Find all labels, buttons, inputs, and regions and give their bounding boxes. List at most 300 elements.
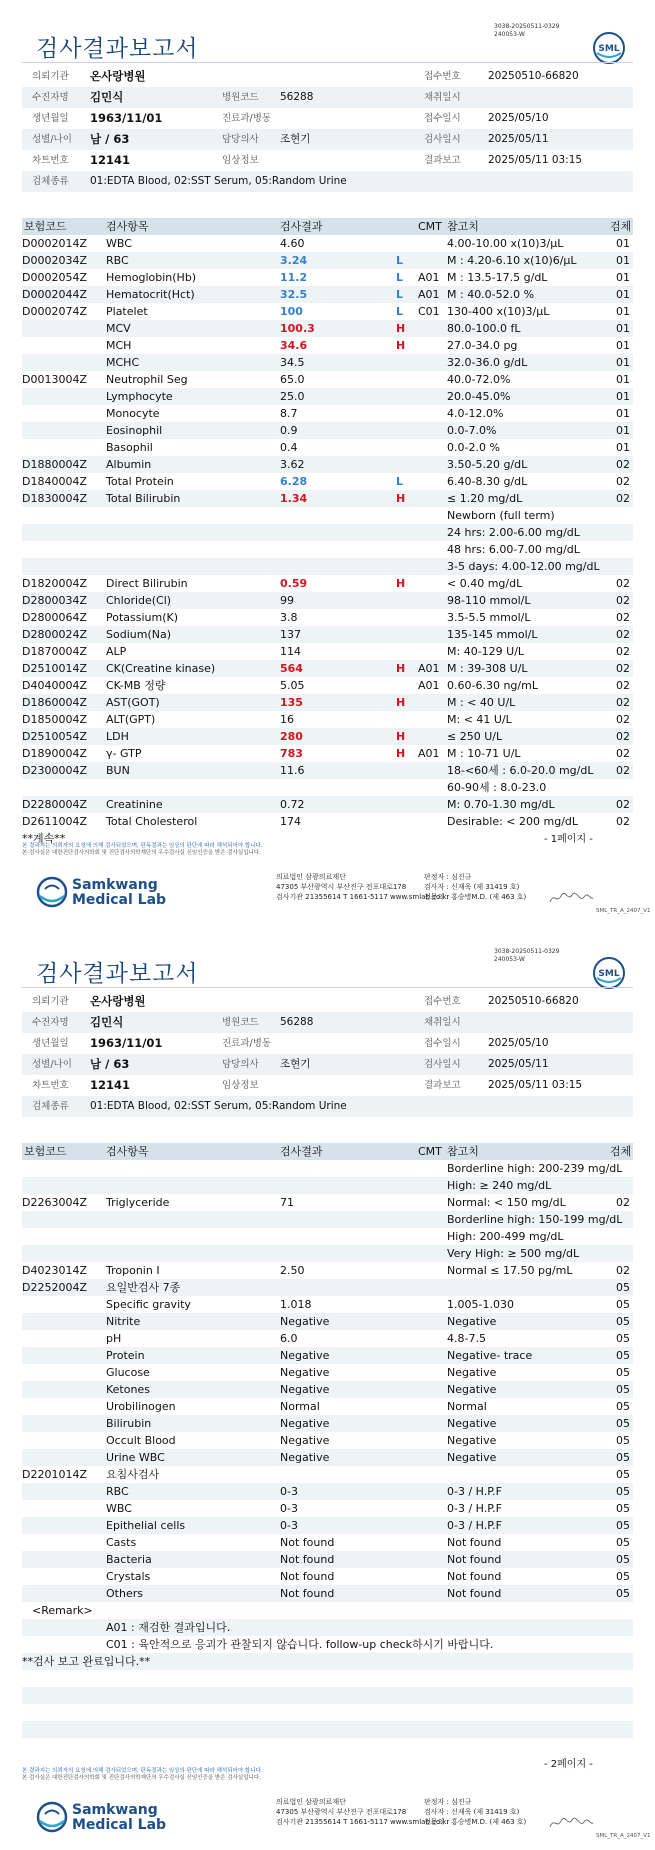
reference-range: Negative — [447, 1383, 497, 1396]
test-item: Glucose — [106, 1366, 150, 1379]
reference-range: Borderline high: 150-199 mg/dL — [447, 1213, 623, 1226]
table-row — [22, 371, 633, 388]
form-number: SML_TR_A_2407_V1 — [596, 1833, 651, 1839]
table-row — [22, 1262, 633, 1279]
reference-range: Negative- trace — [447, 1349, 533, 1362]
test-result: 1.018 — [280, 1298, 312, 1311]
table-row — [22, 1398, 633, 1415]
test-item: γ- GTP — [106, 747, 142, 760]
test-item: MCH — [106, 339, 132, 352]
test-item: ALT(GPT) — [106, 713, 156, 726]
table-row — [22, 1585, 633, 1602]
reference-range: 60-90세 : 8.0-23.0 — [447, 781, 547, 794]
insurance-code: D0002034Z — [22, 254, 87, 267]
reference-range: Borderline high: 200-239 mg/dL — [447, 1162, 623, 1175]
table-row — [22, 1500, 633, 1517]
reference-range: 135-145 mmol/L — [447, 628, 538, 641]
specimen-code: 05 — [616, 1519, 630, 1532]
test-item: Nitrite — [106, 1315, 141, 1328]
insurance-code: D2510054Z — [22, 730, 87, 743]
sex-age: 남 / 63 — [90, 132, 130, 146]
reference-range: Desirable: < 200 mg/dL — [447, 815, 579, 828]
reference-range: Not found — [447, 1553, 502, 1566]
test-result: Negative — [280, 1383, 330, 1396]
insurance-code: D0002074Z — [22, 305, 87, 318]
reference-range: M : 40.0-52.0 % — [447, 288, 535, 301]
reference-range: Not found — [447, 1536, 502, 1549]
test-item: pH — [106, 1332, 122, 1345]
table-row — [22, 320, 633, 337]
reference-range: 20.0-45.0% — [447, 390, 511, 403]
test-item: Sodium(Na) — [106, 628, 171, 641]
specimen-code: 05 — [616, 1281, 630, 1294]
test-result: Not found — [280, 1570, 335, 1583]
table-row — [22, 626, 633, 643]
test-result: 0.72 — [280, 798, 305, 811]
insurance-code: D0002044Z — [22, 288, 87, 301]
remark-c01: C01 : 육안적으로 응괴가 관찰되지 않습니다. follow-up check하시기 바랍니다. — [106, 1638, 494, 1651]
reference-range: 4.0-12.0% — [447, 407, 504, 420]
sex-age: 남 / 63 — [90, 1057, 130, 1071]
reference-range: 32.0-36.0 g/dL — [447, 356, 528, 369]
specimen-types: 01:EDTA Blood, 02:SST Serum, 05:Random Urine — [90, 1100, 347, 1112]
specimen-code: 05 — [616, 1434, 630, 1447]
table-row — [22, 422, 633, 439]
insurance-code: D1860004Z — [22, 696, 87, 709]
test-item: Epithelial cells — [106, 1519, 186, 1532]
specimen-code: 02 — [616, 696, 630, 709]
reference-range: 80.0-100.0 fL — [447, 322, 521, 335]
table-row — [22, 711, 633, 728]
table-row — [22, 1517, 633, 1534]
specimen-code: 02 — [616, 1264, 630, 1277]
test-result: 4.60 — [280, 237, 305, 250]
table-row — [22, 1347, 633, 1364]
reference-range: 1.005-1.030 — [447, 1298, 514, 1311]
reference-range: < 0.40 mg/dL — [447, 577, 523, 590]
reference-range: Not found — [447, 1570, 502, 1583]
insurance-code: D1890004Z — [22, 747, 87, 760]
specimen-code: 05 — [616, 1587, 630, 1600]
table-row — [22, 592, 633, 609]
result-flag: H — [396, 730, 406, 743]
specimen-code: 02 — [616, 662, 630, 675]
test-item: Hemoglobin(Hb) — [106, 271, 197, 284]
specimen-code: 02 — [616, 747, 630, 760]
result-flag: H — [396, 322, 406, 335]
specimen-code: 05 — [616, 1570, 630, 1583]
insurance-code: D2300004Z — [22, 764, 87, 777]
chart-number: 12141 — [90, 153, 131, 167]
reference-range: Negative — [447, 1366, 497, 1379]
specimen-code: 01 — [616, 288, 630, 301]
specimen-code: 02 — [616, 475, 630, 488]
test-item: CK-MB 정량 — [106, 679, 166, 692]
test-item: Platelet — [106, 305, 148, 318]
signature-icon — [548, 890, 594, 906]
specimen-code: 02 — [616, 679, 630, 692]
test-result: Not found — [280, 1587, 335, 1600]
test-result: 2.50 — [280, 1264, 305, 1277]
test-item: Specific gravity — [106, 1298, 191, 1311]
reference-range: Normal: < 150 mg/dL — [447, 1196, 566, 1209]
sml-logo-icon — [592, 31, 626, 65]
specimen-code: 02 — [616, 730, 630, 743]
insurance-code: D2800064Z — [22, 611, 87, 624]
specimen-code: 02 — [616, 458, 630, 471]
birth-date: 1963/11/01 — [90, 1036, 163, 1050]
test-result: Negative — [280, 1366, 330, 1379]
test-result: Negative — [280, 1451, 330, 1464]
table-row — [22, 728, 633, 745]
table-header: 보험코드 검사항목 검사결과 CMT 참고치 검체 — [24, 220, 632, 233]
report-page-2: 3038-20250511-0329 240053-W 검사결과보고서 SML 의뢰기관 온사랑병원 접수번호 20250510-66820 수진자명 김민식 병원코드 56288 채취일시 생년월일 1963/11/01 진료과/병동 접수일시 2025/05/10 성별/나이 남 / 63 담당의사 조현기 검사일시 2025/05/11 차트번호 12141 임상정보 결과보고 2025/05/11 03:15 검체종류 01:EDTA Blood, 02:SST Serum, 05:Random Urine 보험코드 검사항목 검사결과 CMT 참고치 검체 Borderline high: 200-239 mg/dL High: ≥ 240 mg/dL D2263004Z Triglyceride 71 Normal: < 150 mg/dL 02 Borderline high: 150-199 mg/dL High: 200-499 mg/dL Very High: ≥ 500 mg/dL D4023014Z Troponin I 2.50 Normal ≤ 17.50 pg/mL 02 D2252004Z 요일반검사 7종 05 Specific gravity 1.018 1.005-1.030 05 Nitrite Negative Negative 05 pH 6.0 4.8-7.5 05 Protein Negative Negative- trace 05 Glucose Negative Negative 05 Ketones Negative Negative 05 Urobilinogen Normal Normal 05 Bilirubin Negative Negative 05 Occult Blood Negative Negative 05 Urine WBC Negative Negative 05 D2201014Z 요침사검사 05 RBC 0-3 0-3 / H.P.F 05 WBC 0-3 0-3 / H.P.F 05 Epithelial cells 0-3 0-3 / H.P.F 05 Casts Not found Not found 05 Bacteria Not found Not found 05 Crystals Not found Not found 05 Others Not found Not found 05 <Remark> A01 : 재검한 결과입니다. C01 : 육안적으로 응괴가 관찰되지 않습니다. follow-up check하시기 바랍니다. **검사 보고 완료입니다.** - 2페이지 - 본 결과지는 의뢰자의 요청에 의해 검사되었으며, 판독결과는 임상의 판단에 따라 해석되어야 합니다. 본 검사실은 대한진단검사의학회 및 진단검사의학재단의 우수검사실 신임인증을 받은 검사실입니다. Samkwang Medical Lab 의료법인 삼광의료재단 47305 부산광역시 부산진구 전포대로178 검사기관 21355614 T 1661-5117 www.smlab.co.kr 판정자 : 심진규 검사자 : 신재욱 (제 31419 호) 전문의 : 홍승병M.D. (제 463 호) SML_TR_A_2407_V1 — [0, 925, 655, 1850]
patient-name: 김민식 — [90, 90, 124, 104]
chart-number: 12141 — [90, 1078, 131, 1092]
test-item: Crystals — [106, 1570, 151, 1583]
test-item: Casts — [106, 1536, 137, 1549]
result-flag: L — [396, 305, 404, 318]
specimen-code: 05 — [616, 1417, 630, 1430]
test-result: 0-3 — [280, 1485, 298, 1498]
signatories: 판정자 : 심진규 검사자 : 신재욱 (제 31419 호) 전문의 : 홍승병M.D. (제 463 호) — [424, 1798, 527, 1826]
specimen-code: 05 — [616, 1468, 630, 1481]
test-result: Negative — [280, 1417, 330, 1430]
table-row — [22, 473, 633, 490]
reference-range: ≤ 250 U/L — [447, 730, 503, 743]
specimen-code: 05 — [616, 1400, 630, 1413]
specimen-code: 05 — [616, 1349, 630, 1362]
specimen-types: 01:EDTA Blood, 02:SST Serum, 05:Random Urine — [90, 175, 347, 187]
table-row — [22, 1483, 633, 1500]
comment-code: C01 — [418, 305, 440, 318]
table-row — [22, 490, 633, 507]
reference-range: 0.0-7.0% — [447, 424, 497, 437]
test-result: 100 — [280, 305, 303, 318]
specimen-code: 02 — [616, 1196, 630, 1209]
specimen-code: 05 — [616, 1502, 630, 1515]
test-result: 6.0 — [280, 1332, 298, 1345]
result-flag: H — [396, 696, 406, 709]
test-item: WBC — [106, 237, 132, 250]
specimen-code: 02 — [616, 628, 630, 641]
insurance-code: D1870004Z — [22, 645, 87, 658]
test-result: 135 — [280, 696, 303, 709]
reference-range: 18-<60세 : 6.0-20.0 mg/dL — [447, 764, 594, 777]
test-item: Lymphocyte — [106, 390, 173, 403]
test-result: 25.0 — [280, 390, 305, 403]
table-row — [22, 1211, 633, 1228]
institution-value: 온사랑병원 — [90, 69, 146, 83]
table-row — [22, 745, 633, 762]
test-item: Creatinine — [106, 798, 163, 811]
specimen-code: 05 — [616, 1298, 630, 1311]
reference-range: 130-400 x(10)3/μL — [447, 305, 550, 318]
specimen-code: 01 — [616, 441, 630, 454]
reference-range: High: ≥ 240 mg/dL — [447, 1179, 552, 1192]
svg-text:SML: SML — [598, 44, 620, 54]
reference-range: 3-5 days: 4.00-12.00 mg/dL — [447, 560, 600, 573]
reference-range: Negative — [447, 1434, 497, 1447]
remark-a01: A01 : 재검한 결과입니다. — [106, 1621, 231, 1634]
comment-code: A01 — [418, 747, 440, 760]
test-result: 137 — [280, 628, 301, 641]
specimen-code: 02 — [616, 815, 630, 828]
reference-range: Newborn (full term) — [447, 509, 555, 522]
test-result: 174 — [280, 815, 301, 828]
reference-range: 98-110 mmol/L — [447, 594, 531, 607]
table-row — [22, 762, 633, 779]
specimen-code: 05 — [616, 1315, 630, 1328]
insurance-code: D2252004Z — [22, 1281, 87, 1294]
reference-range: 40.0-72.0% — [447, 373, 511, 386]
table-row — [22, 1551, 633, 1568]
test-result: 280 — [280, 730, 303, 743]
test-result: 0-3 — [280, 1519, 298, 1532]
table-row — [22, 235, 633, 252]
table-row — [22, 1364, 633, 1381]
table-row — [22, 1449, 633, 1466]
test-item: Occult Blood — [106, 1434, 176, 1447]
test-item: RBC — [106, 254, 129, 267]
table-row — [22, 405, 633, 422]
test-result: 114 — [280, 645, 301, 658]
institution-value: 온사랑병원 — [90, 994, 146, 1008]
test-result: 5.05 — [280, 679, 305, 692]
reference-range: 0-3 / H.P.F — [447, 1502, 502, 1515]
test-result: Negative — [280, 1349, 330, 1362]
specimen-code: 02 — [616, 645, 630, 658]
insurance-code: D4023014Z — [22, 1264, 87, 1277]
table-header: 보험코드 검사항목 검사결과 CMT 참고치 검체 — [24, 1145, 632, 1158]
test-item: Troponin I — [106, 1264, 160, 1277]
insurance-code: D1820004Z — [22, 577, 87, 590]
test-result: 3.8 — [280, 611, 298, 624]
reference-range: Not found — [447, 1587, 502, 1600]
insurance-code: D4040004Z — [22, 679, 87, 692]
specimen-code: 01 — [616, 424, 630, 437]
test-result: Not found — [280, 1536, 335, 1549]
table-row — [22, 694, 633, 711]
insurance-code: D0002014Z — [22, 237, 87, 250]
page-number: - 2페이지 - — [544, 1759, 593, 1770]
specimen-code: 01 — [616, 305, 630, 318]
table-row — [22, 1534, 633, 1551]
insurance-code: D2611004Z — [22, 815, 87, 828]
specimen-code: 01 — [616, 271, 630, 284]
signatories: 판정자 : 심진규 검사자 : 신재욱 (제 31419 호) 전문의 : 홍승병M.D. (제 463 호) — [424, 873, 527, 901]
insurance-code: D1880004Z — [22, 458, 87, 471]
specimen-code: 02 — [616, 611, 630, 624]
reference-range: 0-3 / H.P.F — [447, 1485, 502, 1498]
specimen-code: 01 — [616, 356, 630, 369]
table-row — [22, 1228, 633, 1245]
test-item: 요침사검사 — [106, 1468, 160, 1481]
test-item: Total Bilirubin — [106, 492, 181, 505]
reference-range: 6.40-8.30 g/dL — [447, 475, 528, 488]
table-row — [22, 1296, 633, 1313]
table-row — [22, 779, 633, 796]
table-row — [22, 541, 633, 558]
test-result: Normal — [280, 1400, 320, 1413]
specimen-code: 01 — [616, 390, 630, 403]
table-row — [22, 1177, 633, 1194]
table-row — [22, 524, 633, 541]
reference-range: M : 39-308 U/L — [447, 662, 528, 675]
table-row — [22, 337, 633, 354]
test-item: LDH — [106, 730, 129, 743]
reference-range: 27.0-34.0 pg — [447, 339, 518, 352]
specimen-code: 05 — [616, 1383, 630, 1396]
header-divider — [22, 987, 633, 988]
table-row — [22, 796, 633, 813]
table-row — [22, 1381, 633, 1398]
disclaimer: 본 결과지는 의뢰자의 요청에 의해 검사되었으며, 판독결과는 임상의 판단에 따라 해석되어야 합니다. 본 검사실은 대한진단검사의학회 및 진단검사의학재단의 우수검사실 신임인증을 받은 검사실입니다. — [22, 843, 263, 856]
specimen-code: 02 — [616, 492, 630, 505]
insurance-code: D1840004Z — [22, 475, 87, 488]
test-item: Albumin — [106, 458, 152, 471]
table-row — [22, 269, 633, 286]
reference-range: Very High: ≥ 500 mg/dL — [447, 1247, 580, 1260]
reference-range: M : 13.5-17.5 g/dL — [447, 271, 548, 284]
test-result: 34.6 — [280, 339, 308, 352]
result-flag: L — [396, 254, 404, 267]
specimen-code: 05 — [616, 1553, 630, 1566]
comment-code: A01 — [418, 679, 440, 692]
table-row — [22, 1568, 633, 1585]
test-item: Urine WBC — [106, 1451, 165, 1464]
comment-code: A01 — [418, 662, 440, 675]
insurance-code: D2800034Z — [22, 594, 87, 607]
brand-name: Samkwang Medical Lab — [72, 877, 167, 908]
page-number: - 1페이지 - — [544, 834, 593, 845]
insurance-code: D1830004Z — [22, 492, 87, 505]
test-result: 6.28 — [280, 475, 308, 488]
patient-name: 김민식 — [90, 1015, 124, 1029]
sml-logo-icon — [36, 876, 68, 908]
test-result: 100.3 — [280, 322, 315, 335]
specimen-code: 01 — [616, 322, 630, 335]
test-item: WBC — [106, 1502, 132, 1515]
reference-range: Negative — [447, 1451, 497, 1464]
reference-range: 3.5-5.5 mmol/L — [447, 611, 531, 624]
test-item: Ketones — [106, 1383, 150, 1396]
receipt-no-value: 20250510-66820 — [488, 70, 579, 82]
comment-code: A01 — [418, 271, 440, 284]
test-item: Potassium(K) — [106, 611, 179, 624]
specimen-code: 02 — [616, 713, 630, 726]
specimen-code: 05 — [616, 1451, 630, 1464]
table-row — [22, 1279, 633, 1296]
reference-range: 4.8-7.5 — [447, 1332, 486, 1345]
disclaimer: 본 결과지는 의뢰자의 요청에 의해 검사되었으며, 판독결과는 임상의 판단에 따라 해석되어야 합니다. 본 검사실은 대한진단검사의학회 및 진단검사의학재단의 우수검사실 신임인증을 받은 검사실입니다. — [22, 1768, 263, 1781]
test-item: MCV — [106, 322, 131, 335]
test-result: Not found — [280, 1553, 335, 1566]
test-item: ALP — [106, 645, 127, 658]
test-item: AST(GOT) — [106, 696, 160, 709]
test-result: 0.4 — [280, 441, 298, 454]
result-flag: H — [396, 492, 406, 505]
specimen-code: 05 — [616, 1332, 630, 1345]
table-row — [22, 439, 633, 456]
test-item: Total Cholesterol — [106, 815, 198, 828]
test-item: 요일반검사 7종 — [106, 1281, 181, 1294]
footer — [22, 1793, 633, 1850]
specimen-code: 02 — [616, 798, 630, 811]
test-item: Bilirubin — [106, 1417, 152, 1430]
table-row — [22, 1313, 633, 1330]
reference-range: 48 hrs: 6.00-7.00 mg/dL — [447, 543, 580, 556]
table-row — [22, 303, 633, 320]
test-item: Protein — [106, 1349, 145, 1362]
insurance-code: D0013004Z — [22, 373, 87, 386]
result-flag: L — [396, 271, 404, 284]
table-row — [22, 507, 633, 524]
table-row — [22, 456, 633, 473]
specimen-code: 05 — [616, 1536, 630, 1549]
form-number: SML_TR_A_2407_V1 — [596, 908, 651, 914]
test-item: Total Protein — [106, 475, 174, 488]
insurance-code: D2800024Z — [22, 628, 87, 641]
reference-range: M: 40-129 U/L — [447, 645, 525, 658]
table-row — [22, 660, 633, 677]
receipt-no-value: 20250510-66820 — [488, 995, 579, 1007]
document-id: 3038-20250511-0329 240053-W — [494, 948, 560, 963]
footer — [22, 868, 633, 925]
test-result: 99 — [280, 594, 294, 607]
reference-range: M: 0.70-1.30 mg/dL — [447, 798, 555, 811]
test-item: CK(Creatine kinase) — [106, 662, 216, 675]
test-item: Neutrophil Seg — [106, 373, 188, 386]
reference-range: Negative — [447, 1417, 497, 1430]
reference-range: 24 hrs: 2.00-6.00 mg/dL — [447, 526, 580, 539]
test-result: 3.62 — [280, 458, 305, 471]
result-flag: H — [396, 662, 406, 675]
test-result: 783 — [280, 747, 303, 760]
table-row — [22, 558, 633, 575]
reference-range: 0.0-2.0 % — [447, 441, 500, 454]
organization-info: 의료법인 삼광의료재단 47305 부산광역시 부산진구 전포대로178 검사기관 21355614 T 1661-5117 www.smlab.co.kr — [276, 1798, 450, 1826]
reference-range: M : < 40 U/L — [447, 696, 516, 709]
insurance-code: D0002054Z — [22, 271, 87, 284]
signature-icon — [548, 1815, 594, 1831]
test-item: BUN — [106, 764, 130, 777]
test-item: Urobilinogen — [106, 1400, 176, 1413]
test-result: 32.5 — [280, 288, 308, 301]
specimen-code: 01 — [616, 407, 630, 420]
page-title: 검사결과보고서 — [36, 961, 199, 987]
organization-info: 의료법인 삼광의료재단 47305 부산광역시 부산진구 전포대로178 검사기관 21355614 T 1661-5117 www.smlab.co.kr — [276, 873, 450, 901]
test-result: 34.5 — [280, 356, 305, 369]
specimen-code: 01 — [616, 339, 630, 352]
reference-range: 0.60-6.30 ng/mL — [447, 679, 538, 692]
reference-range: Normal ≤ 17.50 pg/mL — [447, 1264, 573, 1277]
test-result: 0.9 — [280, 424, 298, 437]
reference-range: ≤ 1.20 mg/dL — [447, 492, 523, 505]
remark-section — [22, 1602, 633, 1738]
specimen-code: 05 — [616, 1366, 630, 1379]
test-item: MCHC — [106, 356, 140, 369]
reference-range: High: 200-499 mg/dL — [447, 1230, 564, 1243]
report-complete: **검사 보고 완료입니다.** — [22, 1655, 151, 1668]
svg-text:SML: SML — [598, 969, 620, 979]
test-result: 8.7 — [280, 407, 298, 420]
table-row — [22, 1245, 633, 1262]
table-row — [22, 609, 633, 626]
specimen-code: 01 — [616, 237, 630, 250]
test-item: Others — [106, 1587, 143, 1600]
table-row — [22, 1194, 633, 1211]
